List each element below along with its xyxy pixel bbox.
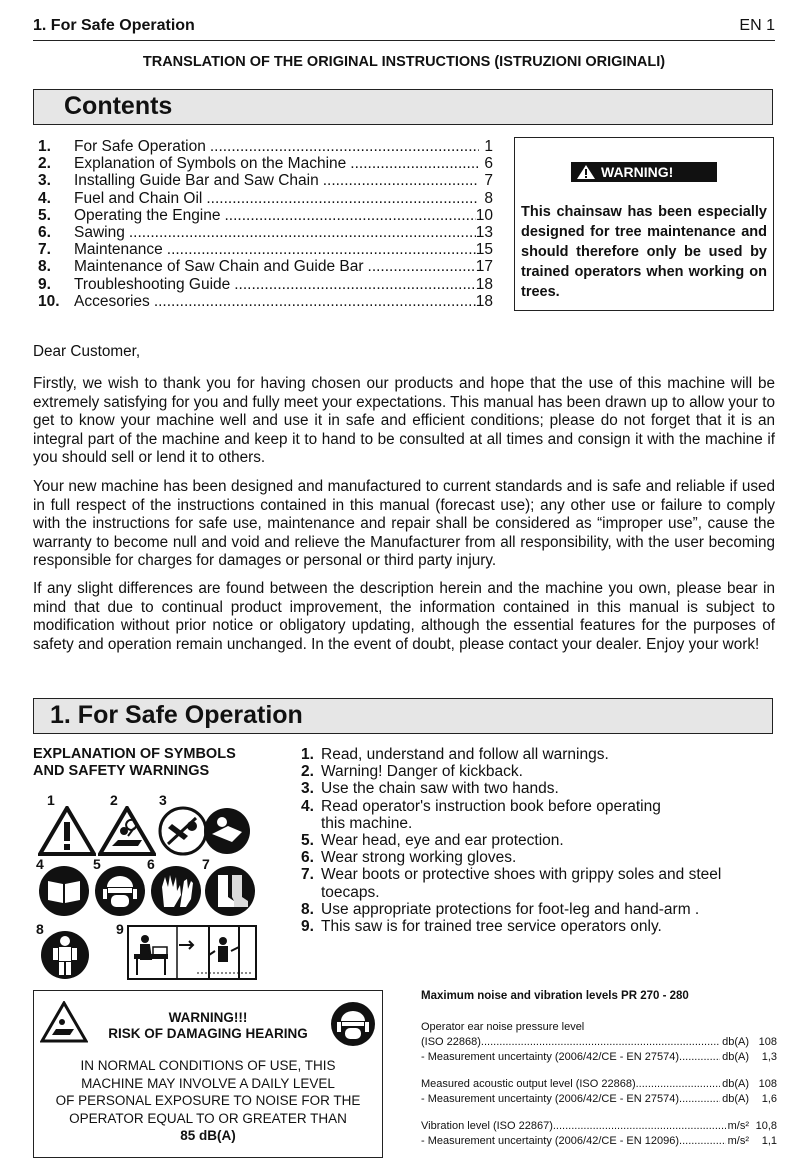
toc-item[interactable]: 3. Installing Guide Bar and Saw Chain ..... 7 <box>38 172 493 189</box>
hearing-warning-title: WARNING!!! RISK OF DAMAGING HEARING <box>108 1010 308 1041</box>
toc-item[interactable]: 7. Maintenance ..... 15 <box>38 241 493 258</box>
list-item: 7. Wear boots or protective shoes with grippy soles and steel <box>301 866 722 884</box>
list-item: 9. This saw is for trained tree service operators only. <box>301 918 662 936</box>
intro-paragraph-2: Your new machine has been designed and manufactured to current standards and is safe and reliable if used in full respect of the instructions contained in this manual (forecast use); any other use or failure to comply with the instructions for safe use, maintenance and repair shall be considered as “improper use”, cause the warranty to become null and void and relieve the Manufacturer from all responsibility, with the user becoming responsible for charges for damages or personal or third party injury. <box>33 478 775 570</box>
intro-paragraph-3: If any slight differences are found between the description herein and the machine you own, please bear in mind that due to continual product improvement, the information contained in this manual is subject to modification without prior notice or obligatory updating, although the essential features for the purposes of safety and operation remain unchanged. In the event of doubt, please contact your dealer. Enjoy your work! <box>33 580 775 653</box>
list-item: 6. Wear strong working gloves. <box>301 849 517 867</box>
toc-item[interactable]: 9. Troubleshooting Guide ..... 18 <box>38 276 493 293</box>
list-item: 4. Read operator's instruction book before operating <box>301 797 661 815</box>
gloves-icon <box>150 865 202 917</box>
icon-number: 1 <box>47 792 55 808</box>
list-item-continuation: this machine. <box>321 814 413 832</box>
document-subtitle: TRANSLATION OF THE ORIGINAL INSTRUCTIONS (ISTRUZIONI ORIGINALI) <box>142 54 666 70</box>
section-1-heading: 1. For Safe Operation <box>50 701 303 729</box>
toc-item[interactable]: 2. Explanation of Symbols on the Machine ..... 6 <box>38 155 493 172</box>
icon-number: 5 <box>93 856 101 872</box>
list-item: 5. Wear head, eye and ear protection. <box>301 832 564 850</box>
page-number: EN 1 <box>739 17 775 34</box>
greeting: Dear Customer, <box>33 343 141 360</box>
warning-box <box>514 137 774 311</box>
symbols-heading: EXPLANATION OF SYMBOLS AND SAFETY WARNINGS <box>33 746 236 779</box>
read-manual-icon <box>38 865 90 917</box>
general-warning-icon <box>38 806 96 856</box>
chainsaw-hands-icon <box>202 806 252 856</box>
list-item: 3. Use the chain saw with two hands. <box>301 780 559 798</box>
noise-label: Operator ear noise pressure level <box>421 1021 585 1033</box>
toc-item[interactable]: 8. Maintenance of Saw Chain and Guide Bar ..... 17 <box>38 258 493 275</box>
table-row: - Measurement uncertainty (2006/42/CE - EN 12096) ..... m/s² 1,1 <box>421 1134 777 1149</box>
symbol-explanations-list <box>301 746 781 935</box>
toc-item[interactable]: 4. Fuel and Chain Oil ..... 8 <box>38 190 493 207</box>
toc-item[interactable]: 6. Sawing ..... 13 <box>38 224 493 241</box>
protective-boots-icon <box>204 865 256 917</box>
warning-triangle-icon <box>576 164 596 180</box>
icon-number: 4 <box>36 856 44 872</box>
table-row: (ISO 22868) ..... db(A) 108 <box>421 1035 777 1050</box>
icon-number: 7 <box>202 856 210 872</box>
noise-table-title: Maximum noise and vibration levels PR 270 - 280 <box>421 990 689 1002</box>
toc-item[interactable]: 5. Operating the Engine ..... 10 <box>38 207 493 224</box>
icon-number: 6 <box>147 856 155 872</box>
table-of-contents <box>38 138 493 310</box>
table-row: - Measurement uncertainty (2006/42/CE - EN 27574) ..... db(A) 1,6 <box>421 1092 777 1107</box>
noise-vibration-table <box>421 990 777 1149</box>
header-section-title: 1. For Safe Operation <box>33 17 195 34</box>
two-hands-icon <box>158 806 208 856</box>
trained-operators-only-icon <box>127 925 257 980</box>
contents-heading-bar <box>33 89 773 125</box>
header-divider <box>33 40 775 41</box>
list-item: 8. Use appropriate protections for foot-leg and hand-arm . <box>301 900 700 918</box>
warning-label: WARNING! <box>571 162 717 182</box>
warning-text: This chainsaw has been especially designed for tree maintenance and should therefore only be used by trained operators when working on trees. <box>521 204 767 300</box>
head-eye-ear-protection-icon <box>94 865 146 917</box>
icon-number: 3 <box>159 792 167 808</box>
toc-item[interactable]: 1. For Safe Operation ..... 1 <box>38 138 493 155</box>
contents-heading: Contents <box>64 92 173 120</box>
list-item: 2. Warning! Danger of kickback. <box>301 763 523 781</box>
hearing-warning-text: IN NORMAL CONDITIONS OF USE, THIS MACHINE MAY INVOLVE A DAILY LEVEL OF PERSONAL EXPOSURE TO NOISE FOR THE OPERATOR EQUAL TO OR GREATER THAN 85 dB(A) <box>55 1058 361 1143</box>
list-item: 1. Read, understand and follow all warnings. <box>301 746 609 763</box>
icon-number: 9 <box>116 921 124 937</box>
icon-number: 2 <box>110 792 118 808</box>
intro-paragraph-1: Firstly, we wish to thank you for having chosen our products and hope that the use of this machine will be extremely satisfying for you and fully meet your expectations. This manual has been drawn up to allow your to get to know your machine well and use it in safe and efficient conditions; please do not forget that it is an integral part of the machine and keep it to hand to be consulted at all times and consign it with the machine if you should sell or lend it to others. <box>33 375 776 467</box>
toc-item[interactable]: 10. Accesories ..... 18 <box>38 293 493 310</box>
icon-number: 8 <box>36 921 44 937</box>
table-row: Measured acoustic output level (ISO 22868) ..... db(A) 108 <box>421 1077 777 1092</box>
table-row: - Measurement uncertainty (2006/42/CE - EN 27574) ..... db(A) 1,3 <box>421 1050 777 1065</box>
hearing-warning-box <box>33 990 383 1158</box>
list-item-continuation: toecaps. <box>321 883 380 901</box>
section-1-heading-bar <box>33 698 773 734</box>
kickback-warning-icon <box>98 806 156 856</box>
table-row: Vibration level (ISO 22867) ..... m/s² 10,8 <box>421 1119 777 1134</box>
foot-leg-hand-arm-protection-icon <box>40 930 90 980</box>
